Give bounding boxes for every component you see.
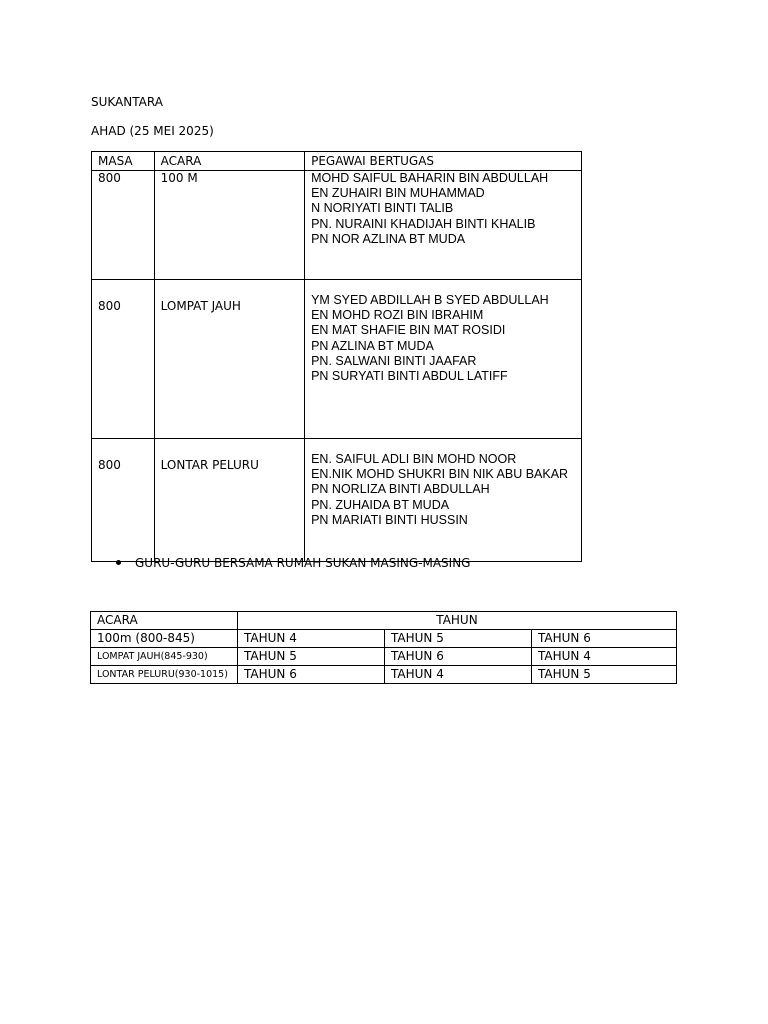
acara-cell: LONTAR PELURU(930-1015) [91, 666, 238, 684]
officers-cell [305, 171, 582, 280]
officer-name: PN NOR AZLINA BT MUDA [311, 231, 466, 246]
tahun-cell: TAHUN 6 [385, 648, 532, 666]
tahun-cell: TAHUN 5 [385, 630, 532, 648]
table-row [91, 630, 677, 648]
officer-name: PN NORLIZA BINTI ABDULLAH [311, 482, 490, 497]
officer-name: PN. SALWANI BINTI JAAFAR [311, 353, 477, 368]
officer-name: PN. ZUHAIDA BT MUDA [311, 497, 450, 512]
officer-name: PN. NURAINI KHADIJAH BINTI KHALIB [311, 216, 536, 231]
officer-name: EN MOHD ROZI BIN IBRAHIM [311, 308, 484, 323]
officer-name: N NORIYATI BINTI TALIB [311, 201, 454, 216]
header-acara: ACARA [91, 612, 238, 630]
officers-cell [305, 280, 582, 439]
document-title: SUKANTARA [91, 95, 163, 109]
year-assignment-table [90, 611, 677, 684]
officer-name: YM SYED ABDILLAH B SYED ABDULLAH [311, 293, 549, 307]
officer-name: PN AZLINA BT MUDA [311, 338, 434, 353]
acara-cell: LOMPAT JAUH(845-930) [91, 648, 238, 666]
tahun-cell: TAHUN 4 [238, 630, 385, 648]
officer-name: EN. SAIFUL ADLI BIN MOHD NOOR [311, 452, 517, 466]
officer-schedule-table [91, 151, 582, 562]
note-text: GURU-GURU BERSAMA RUMAH SUKAN MASING-MASING [135, 556, 471, 570]
acara-cell: 100m (800-845) [91, 630, 238, 648]
table-header-row [92, 152, 582, 171]
event-date: AHAD (25 MEI 2025) [91, 124, 214, 138]
officer-name: EN ZUHAIRI BIN MUHAMMAD [311, 186, 485, 201]
table-row [91, 666, 677, 684]
masa-cell: 800 [92, 439, 155, 562]
bullet-note [116, 556, 470, 570]
masa-cell: 800 [92, 280, 155, 439]
officers-cell [305, 439, 582, 562]
officer-name: EN.NIK MOHD SHUKRI BIN NIK ABU BAKAR [311, 467, 569, 482]
tahun-cell: TAHUN 5 [238, 648, 385, 666]
header-tahun: TAHUN [238, 612, 677, 630]
tahun-cell: TAHUN 4 [385, 666, 532, 684]
officer-name: EN MAT SHAFIE BIN MAT ROSIDI [311, 323, 506, 338]
header-masa: MASA [92, 152, 155, 171]
acara-cell: LOMPAT JAUH [154, 280, 304, 439]
table-row [92, 280, 582, 439]
header-acara: ACARA [154, 152, 304, 171]
officer-name: PN MARIATI BINTI HUSSIN [311, 512, 468, 527]
bullet-icon [116, 560, 121, 565]
tahun-cell: TAHUN 6 [238, 666, 385, 684]
header-pegawai: PEGAWAI BERTUGAS [305, 152, 582, 171]
officer-name: PN SURYATI BINTI ABDUL LATIFF [311, 369, 508, 384]
table-row [92, 439, 582, 562]
tahun-cell: TAHUN 5 [532, 666, 677, 684]
table-row [92, 171, 582, 280]
masa-cell: 800 [92, 171, 155, 280]
acara-cell: 100 M [154, 171, 304, 280]
table-header-row [91, 612, 677, 630]
officer-name: MOHD SAIFUL BAHARIN BIN ABDULLAH [311, 171, 549, 185]
tahun-cell: TAHUN 6 [532, 630, 677, 648]
acara-cell: LONTAR PELURU [154, 439, 304, 562]
table-row [91, 648, 677, 666]
tahun-cell: TAHUN 4 [532, 648, 677, 666]
